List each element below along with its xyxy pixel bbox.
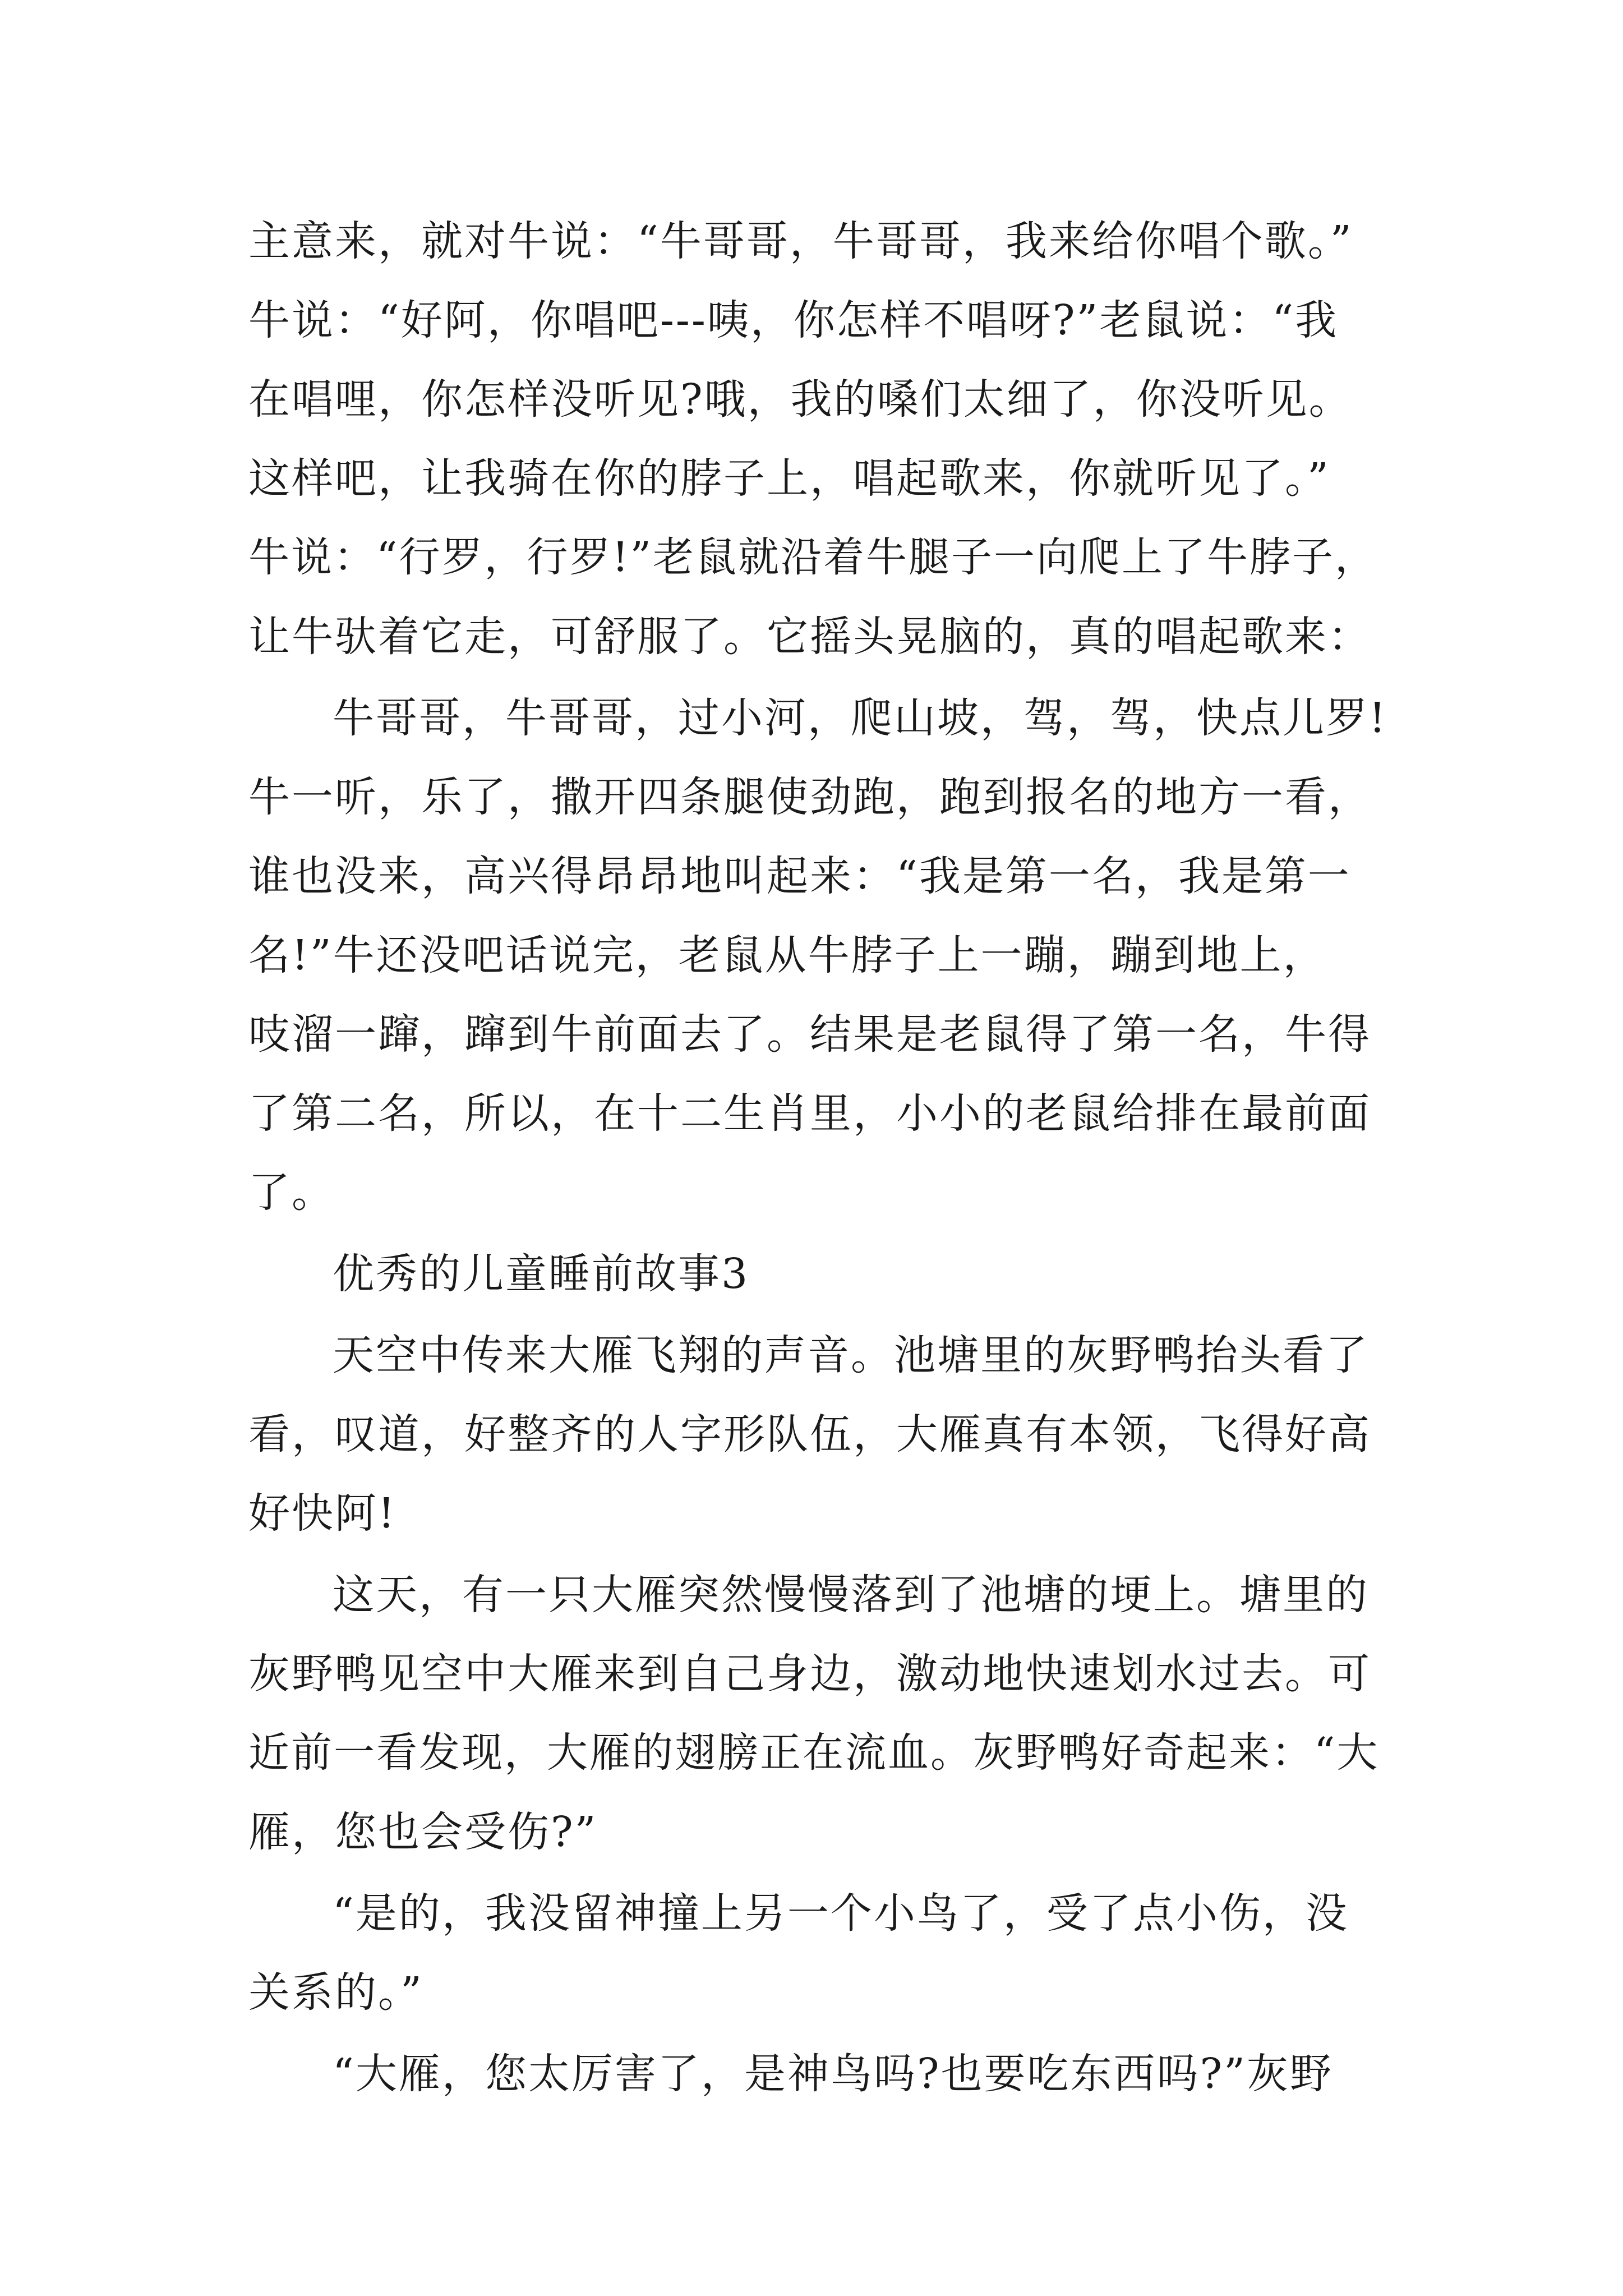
- paragraph-start: “是的，我没留神撞上另一个小鸟了，受了点小伤，没: [333, 1889, 1349, 1938]
- paragraph-start: 天空中传来大雁飞翔的声音。池塘里的灰野鸭抬头看了: [333, 1331, 1369, 1379]
- text-line: 谁也没来，高兴得昂昂地叫起来：“我是第一名，我是第一: [248, 852, 1351, 900]
- text-line: 牛说：“好阿，你唱吧---咦，你怎样不唱呀?”老鼠说：“我: [248, 296, 1339, 344]
- text-line: 在唱哩，你怎样没听见?哦，我的嗓们太细了，你没听见。: [248, 375, 1352, 424]
- paragraph-start: “大雁，您太厉害了，是神鸟吗?也要吃东西吗?”灰野: [333, 2050, 1334, 2098]
- text-line: 看，叹道，好整齐的人字形队伍，大雁真有本领，飞得好高: [248, 1410, 1371, 1458]
- text-line: 让牛驮着它走，可舒服了。它摇头晃脑的，真的唱起歌来：: [248, 613, 1371, 661]
- text-line: 牛说：“行罗，行罗!”老鼠就沿着牛腿子一向爬上了牛脖子，: [248, 533, 1377, 581]
- text-line: 好快阿!: [248, 1489, 396, 1538]
- text-line: 关系的。”: [248, 1968, 423, 2017]
- text-line: 名!”牛还没吧话说完，老鼠从牛脖子上一蹦，蹦到地上，: [248, 931, 1326, 979]
- text-line: 了第二名，所以，在十二生肖里，小小的老鼠给排在最前面: [248, 1089, 1371, 1138]
- text-line: 雁，您也会受伤?”: [248, 1808, 598, 1856]
- text-line: 主意来，就对牛说：“牛哥哥，牛哥哥，我来给你唱个歌。”: [248, 217, 1353, 265]
- song-line: 牛哥哥，牛哥哥，过小河，爬山坡，驾，驾，快点儿罗!: [333, 694, 1387, 742]
- paragraph-start: 这天，有一只大雁突然慢慢落到了池塘的埂上。塘里的: [333, 1571, 1369, 1619]
- text-line: 灰野鸭见空中大雁来到自己身边，激动地快速划水过去。可: [248, 1650, 1371, 1698]
- text-line: 了。: [248, 1168, 335, 1217]
- text-line: 近前一看发现，大雁的翅膀正在流血。灰野鸭好奇起来：“大: [248, 1729, 1380, 1777]
- text-line: 牛一听，乐了，撒开四条腿使劲跑，跑到报名的地方一看，: [248, 773, 1371, 821]
- text-line: 这样吧，让我骑在你的脖子上，唱起歌来，你就听见了。”: [248, 454, 1330, 503]
- section-heading: 优秀的儿童睡前故事3: [333, 1250, 750, 1298]
- text-line: 吱溜一蹿，蹿到牛前面去了。结果是老鼠得了第一名，牛得: [248, 1010, 1371, 1059]
